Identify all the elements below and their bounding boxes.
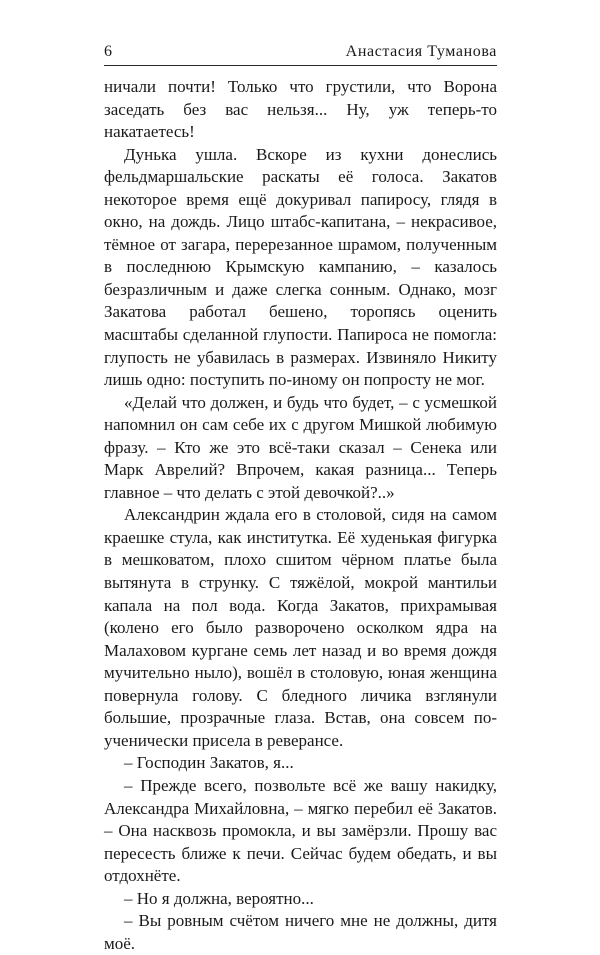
dialogue-line-4: – Вы ровным счётом ничего мне не должны, дитя моё. xyxy=(104,911,497,953)
dialogue-line-1: – Господин Закатов, я... xyxy=(124,753,294,773)
page-number: 6 xyxy=(104,43,112,60)
paragraph-3: «Делай что должен, и будь что будет, – с усмешкой напомнил он сам себе их с другом Мишкой любимую фразу. – Кто же это всё-таки сказал – Сенека или Марк Аврелий? Впрочем, какая разница... Теперь главное – что делать с этой девочкой?..» xyxy=(104,392,497,502)
body-text xyxy=(104,76,497,955)
running-title: Анастасия Туманова xyxy=(345,43,497,60)
page-header xyxy=(104,41,497,66)
paragraph-4: Александрин ждала его в столовой, сидя на самом краешке стула, как институтка. Её худенькая фигурка в мешковатом, плохо сшитом чёрном платье была вытянута в струнку. С тяжёлой, мокрой мантильи капала на пол вода. Когда Закатов, прихрамывая (колено его было разворочено осколком ядра на Малаховом кургане семь лет назад и во время дождя мучительно ныло), вошёл в столовую, юная женщина повернула голову. С бледного личика взглянули большие, прозрачные глаза. Встав, она совсем по-ученически присела в реверансе. xyxy=(104,505,497,750)
paragraph-2: Дунька ушла. Вскоре из кухни донеслись фельдмаршальские раскаты её голоса. Закатов некоторое время ещё докуривал папиросу, глядя в окно, на дождь. Лицо штабс-капитана, – некрасивое, тёмное от загара, перерезанное шрамом, полученным в последнюю Крымскую кампанию, – казалось безразличным и даже слегка сонным. Однако, мозг Закатова работал бешено, торопясь оценить масштабы сделанной глупости. Папироса не помогла: глупость не убавилась в размерах. Извиняло Никиту лишь одно: поступить по-иному он попросту не мог. xyxy=(104,144,497,390)
paragraph-1: ничали почти! Только что грустили, что Ворона заседать без вас нельзя... Ну, уж теперь-то накатаетесь! xyxy=(104,77,497,142)
dialogue-line-2: – Прежде всего, позвольте всё же вашу накидку, Александра Михайловна, – мягко перебил её Закатов. – Она насквозь промокла, и вы замёрзли. Прошу вас пересесть ближе к печи. Сейчас будем обедать, и вы отдохнёте. xyxy=(104,775,497,886)
dialogue-line-3: – Но я должна, вероятно... xyxy=(124,888,314,908)
